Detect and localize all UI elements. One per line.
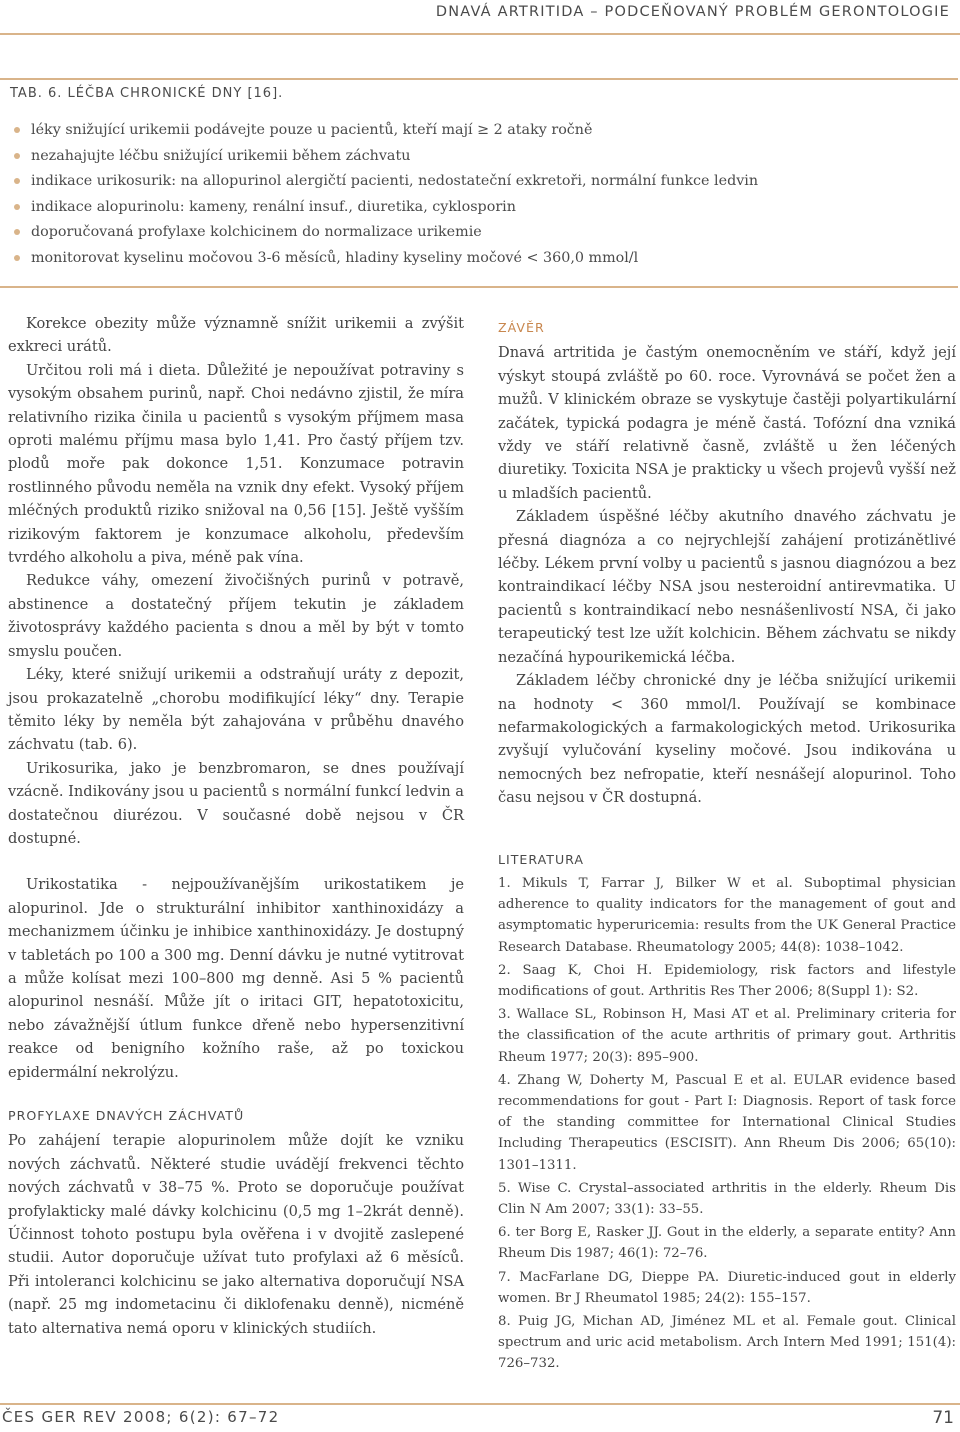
reference-item: 2. Saag K, Choi H. Epidemiology, risk factors and lifestyle modifications of gout. Arthritis Res Ther 2006; 8(Suppl 1): S2. bbox=[498, 962, 956, 999]
paragraph: Základem úspěšné léčby akutního dnavého záchvatu je přesná diagnóza a co nejrychlejší zahájení protizánětlivé léčby. Lékem první volby u pacientů s jasnou diagnózou a bez kontraindikací léčby NSA jsou nesteroidní antirevmatika. U pacientů s kontraindikací nebo nesnášenlivostí NSA, či jako terapeutický test lze užít kolchicin. Během záchvatu se nikdy nezačíná hypourikemická léčba. bbox=[498, 508, 956, 666]
paragraph: Dnavá artritida je častým onemocněním ve stáří, když její výskyt stoupá zvláště po 60. roce. Vyrovnává se počet žen a mužů. V klinickém obraze se vyskytuje častěji polyartikulární začátek, typická podagra je méně častá. Tofózní dna vzniká vždy ve stáří relativně časně, zvláště u žen léčených diuretiky. Toxicita NSA je prakticky u všech projevů vyšší než u mladších pacientů. bbox=[498, 344, 956, 502]
bullet-icon bbox=[14, 127, 20, 133]
table-item: doporučovaná profylaxe kolchicinem do normalizace urikemie bbox=[14, 220, 944, 246]
reference-list bbox=[498, 873, 956, 1375]
reference-item: 6. ter Borg E, Rasker JJ. Gout in the elderly, a separate entity? Ann Rheum Dis 1987; 46(1): 72–76. bbox=[498, 1225, 956, 1262]
header-rule bbox=[0, 33, 960, 35]
reference-item: 3. Wallace SL, Robinson H, Masi AT et al. Preliminary criteria for the classification of the acute arthritis of primary gout. Arthritis Rheum 1977; 20(3): 895–900. bbox=[498, 1007, 956, 1065]
table-title: TAB. 6. LÉČBA CHRONICKÉ DNY [16]. bbox=[10, 86, 284, 101]
left-column bbox=[8, 312, 464, 1340]
section-heading-conclusion: ZÁVĚR bbox=[498, 320, 545, 335]
reference-item: 4. Zhang W, Doherty M, Pascual E et al. EULAR evidence based recommendations for gout - Part I: Diagnosis. Report of task force of the standing committee for International Clinical Studies Including Therapeutics (ESCISIT). Ann Rheum Dis 2006; 65(10): 1301–1311. bbox=[498, 1072, 956, 1173]
table-item: nezahajujte léčbu snižující urikemii během záchvatu bbox=[14, 144, 944, 170]
paragraph: Léky, které snižují urikemii a odstraňují uráty z depozit, jsou prokazatelně „chorobu modifikující léky“ dny. Terapie těmito léky by neměla být zahajována v průběhu dnavého záchvatu (tab. 6). bbox=[8, 666, 464, 754]
running-title: DNAVÁ ARTRITIDA – PODCEŇOVANÝ PROBLÉM GERONTOLOGIE bbox=[435, 4, 950, 20]
table-item: léky snižující urikemii podávejte pouze u pacientů, kteří mají ≥ 2 ataky ročně bbox=[14, 118, 944, 144]
reference-item: 5. Wise C. Crystal–associated arthritis in the elderly. Rheum Dis Clin N Am 2007; 33(1): 33–55. bbox=[498, 1180, 956, 1217]
page-number: 71 bbox=[932, 1408, 954, 1428]
table-item: monitorovat kyselinu močovou 3-6 měsíců, hladiny kyseliny močové < 360,0 mmol/l bbox=[14, 246, 944, 272]
paragraph: Základem léčby chronické dny je léčba snižující urikemii na hodnoty < 360 mmol/l. Používají se kombinace nefarmakologických a farmakologických metod. Urikosurika zvyšují vylučování kyseliny močové. Jsou indikována u nemocných bez nefropatie, kteří nesnášejí alopurinol. Toho času nejsou v ČR dostupná. bbox=[498, 672, 956, 807]
table-list bbox=[14, 118, 944, 271]
bullet-icon bbox=[14, 178, 20, 184]
paragraph: Redukce váhy, omezení živočišných purinů v potravě, abstinence a dostatečný příjem tekutin je základem životosprávy každého pacienta s dnou a měl by být v tomto smyslu poučen. bbox=[8, 572, 464, 660]
bullet-icon bbox=[14, 153, 20, 159]
table-item: indikace alopurinolu: kameny, renální insuf., diuretika, cyklosporin bbox=[14, 195, 944, 221]
right-column bbox=[498, 316, 956, 1377]
reference-item: 8. Puig JG, Michan AD, Jiménez ML et al. Female gout. Clinical spectrum and uric acid metabolism. Arch Intern Med 1991; 151(4): 726–732. bbox=[498, 1314, 956, 1372]
footer-rule bbox=[0, 1403, 960, 1405]
paragraph: Určitou roli má i dieta. Důležité je nepoužívat potraviny s vysokým obsahem purinů, např. Choi nedávno zjistil, že míra relativního rizika činila u pacientů s vysokým příjmem masa oproti malému příjmu masa bylo 1,41. Pro častý příjem tzv. plodů moře pak dokonce 1,51. Konzumace potravin rostlinného původu neměla na vznik dny efekt. Vysoký příjem mléčných produktů riziko snižoval na 0,56 [15]. Ještě vyšším rizikovým faktorem je konzumace alkoholu, především tvrdého alkoholu a piva, méně pak vína. bbox=[8, 361, 464, 567]
paragraph: Korekce obezity může významně snížit urikemii a zvýšit exkreci urátů. bbox=[8, 315, 464, 356]
table-item: indikace urikosurik: na allopurinol alergičtí pacienti, nedostateční exkretoři, normální funkce ledvin bbox=[14, 169, 944, 195]
reference-item: 7. MacFarlane DG, Dieppe PA. Diuretic-induced gout in elderly women. Br J Rheumatol 1985; 24(2): 155–157. bbox=[498, 1269, 956, 1306]
section-heading-prophylaxis: PROFYLAXE DNAVÝCH ZÁCHVATŮ bbox=[8, 1108, 245, 1123]
paragraph: Urikosurika, jako je benzbromaron, se dnes používají vzácně. Indikovány jsou u pacientů s normální funkcí ledvin a dostatečnou diurézou. V současné době nejsou v ČR dostupné. bbox=[8, 759, 464, 847]
bullet-icon bbox=[14, 204, 20, 210]
reference-item: 1. Mikuls T, Farrar J, Bilker W et al. Suboptimal physician adherence to quality indicators for the management of gout and asymptomatic hyperuricemia: results from the UK General Practice Research Database. Rheumatology 2005; 44(8): 1038–1042. bbox=[498, 875, 956, 955]
journal-citation: ČES GER REV 2008; 6(2): 67–72 bbox=[2, 1408, 280, 1426]
section-heading-references: LITERATURA bbox=[498, 851, 585, 867]
bullet-icon bbox=[14, 255, 20, 261]
paragraph: Po zahájení terapie alopurinolem může dojít ke vzniku nových záchvatů. Některé studie uvádějí frekvenci těchto nových záchvatů v 38–75 %. Proto se doporučuje používat profylakticky malé dávky kolchicinu (0,5 mg 1–2krát denně). Účinnost tohoto postupu byla ověřena i v dvojitě zaslepené studii. Autor doporučuje užívat tuto profylaxi až 6 měsíců. Při intoleranci kolchicinu se jako alternativa doporučují NSA (např. 25 mg indometacinu či diklofenaku denně), nicméně tato alternativa nemá oporu v klinických studiích. bbox=[8, 1132, 464, 1337]
bullet-icon bbox=[14, 229, 20, 235]
paragraph: Urikostatika - nejpoužívanějším urikostatikem je alopurinol. Jde o strukturální inhibitor xanthinoxidázy a mechanizmem účinku je inhibice xanthinoxidázy. Je dostupný v tabletách po 100 a 300 mg. Denní dávku je nutné vytitrovat a může kolísat mezi 100–800 mg denně. Asi 5 % pacientů alopurinol nesnáší. Může jít o iritaci GIT, hepatotoxicitu, nebo závažnější útlum funkce dřeně nebo hypersenzitivní reakce od benigního kožního raše, až po toxickou epidermální nekrolýzu. bbox=[8, 876, 464, 1081]
